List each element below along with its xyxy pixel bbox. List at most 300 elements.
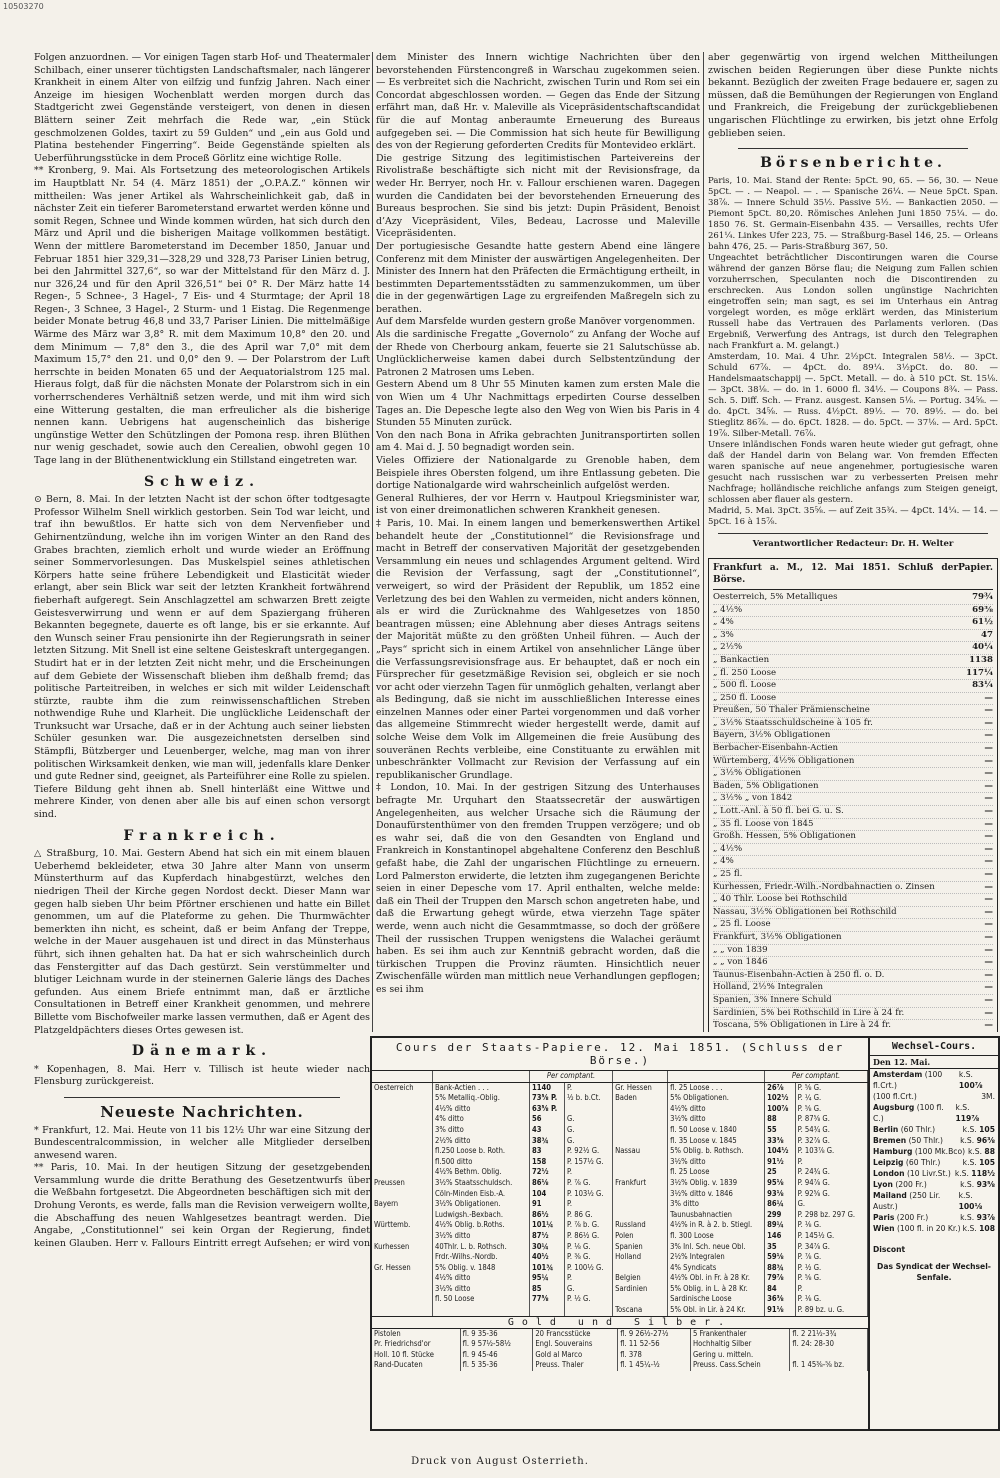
table-cell xyxy=(372,1189,433,1200)
table-cell: G. xyxy=(564,1284,612,1295)
table-row xyxy=(713,856,993,869)
table-row xyxy=(713,693,993,706)
table-cell xyxy=(613,1199,668,1210)
table-cell: G. xyxy=(564,1136,612,1147)
row-name: „ „ von 1839 xyxy=(713,944,768,955)
table-row xyxy=(713,844,993,857)
table-row xyxy=(372,1263,868,1274)
row-name: Toscana, 5% Obligationen in Lire à 24 fr. xyxy=(713,1020,891,1031)
table-cell: Gr. Hessen xyxy=(372,1263,433,1274)
table-cell xyxy=(372,1210,433,1221)
row-name: „ 3½% Staatsschuldscheine à 105 fr. xyxy=(713,717,873,728)
row-value: — xyxy=(984,957,993,968)
table-cell: P. 94⅞ G. xyxy=(795,1178,867,1189)
table-cell: 89¼ xyxy=(765,1220,796,1231)
table-cell: 4½% Oblig. b.Roths. xyxy=(433,1220,530,1231)
row-name: „ „ von 1846 xyxy=(713,957,768,968)
fx-unit: (50 Thlr.) xyxy=(908,1136,943,1145)
fx-place xyxy=(873,1179,927,1190)
section-heading-daenemark: Dänemark. xyxy=(131,1043,273,1060)
table-row xyxy=(713,907,993,920)
table-row xyxy=(372,1114,868,1125)
table-cell: Hochhaltig Silber xyxy=(690,1339,789,1350)
header-cell: Per comptant. xyxy=(765,1071,868,1082)
table-cell: 5% Obl. in Lir. à 24 Kr. xyxy=(668,1305,765,1316)
table-row xyxy=(372,1157,868,1168)
table-cell: fl. 378 xyxy=(618,1350,691,1361)
table-cell: 4½% ditto xyxy=(668,1104,765,1115)
table-cell: Pr. Friedrichsd'or xyxy=(372,1339,460,1350)
table-row xyxy=(713,655,993,668)
table-cell: 101¾ xyxy=(530,1263,565,1274)
table-cell: 2½% ditto xyxy=(433,1136,530,1147)
table-cell: 91⅛ xyxy=(765,1305,796,1316)
fx-city: Augsburg xyxy=(873,1103,915,1112)
table-cell: P. 298 bz. 297 G. xyxy=(795,1210,867,1221)
table-row xyxy=(372,1284,868,1295)
row-value: — xyxy=(984,793,993,804)
article-paragraph: Der portugiesische Gesandte hatte gestern Abend eine längere Conferenz mit dem Minister der auswärtigen Angelegenheiten. Der Minister des Innern hat den Präfecten die Ermächtigung ertheilt, in bestimmten Departementsstädten zu sammenzukommen, um über die in der gegenwärtigen Lage zu ergreifenden Maßregeln sich zu berathen. xyxy=(376,240,700,315)
header-cell xyxy=(613,1071,668,1082)
article-paragraph: ‡ London, 10. Mai. In der gestrigen Sitzung des Unterhauses befragte Mr. Urquhart den Staatssecretär der auswärtigen Angelegenheiten, aus welcher Ursache sich die Räumung der Donaufürstenthümer von den fremden Truppen verzögere; und ob es wahr sei, daß die von den Gesandten von England und Frankreich in Konstantinopel abgehaltene Conferenz den Beschluß gefaßt habe, die Zahl der ungarischen Flüchtlinge zu erneuern. Lord Palmerston erwiderte, die letzten ihm zugegangenen Berichte seien in einer Depesche vom 17. April enthalten, welche melde: daß ein Theil der Truppen den Marsch schon angetreten habe, und daß die Erwartung gehegt würde, etwa vierzehn Tage später werde, wenn auch nicht die Gesammtmasse, so doch der größere Theil der russischen Truppen wenigstens die Walachei geräumt haben. Es sei ihm auch zur Kenntniß gebracht worden, daß die türkischen Truppen die Provinz räumten. Hinsichtlich neuer Zwischenfälle würden man mittlich neue Verhandlungen gepflogen; es sei ihm xyxy=(376,782,700,995)
fx-unit: (60 Thlr.) xyxy=(900,1125,936,1134)
table-row xyxy=(870,1179,998,1190)
fx-value: 108 xyxy=(979,1224,995,1233)
fx-place xyxy=(873,1212,928,1223)
table-cell: 3½% Oblig. v. 1839 xyxy=(668,1178,765,1189)
row-name: „ Bankactien xyxy=(713,654,770,665)
table-cell: P. 157½ G. xyxy=(564,1157,612,1168)
market-report: Amsterdam, 10. Mai. 4 Uhr. 2½pCt. Integralen 58½. — 3pCt. Schuld 67⅞. — 4pCt. do. 89¼. 3½pCt. do. 80. — Handelsmaatschappij —. 5pCt. Metall. — do. à 510 pCt. St. 15⅛. — 3pCt. 38⅛. — do. in 1. 6000 fl. 34½. — Coupons 8¾. — Pass. Sch. 5. Diff. Sch. — Franz. ausgest. Kansen 5⅛. — Portug. 34⅝. — do. 4pCt. 34⅝. — Russ. 4½pCt. 89½. — 70. 89½. — do. bei Stieglitz 86⅞. — do. 6pCt. 1828. — do. 5pCt. — 37⅛. — Ard. 5pCt. 19⅞. Silber-Metall. 76⅞. xyxy=(708,351,998,439)
table-cell: 4½% in R. à 2. b. Stiegl. xyxy=(668,1220,765,1231)
fx-rate xyxy=(963,1157,995,1168)
state-papers-body xyxy=(372,1082,868,1316)
table-row xyxy=(372,1220,868,1231)
fx-term: k.S. xyxy=(967,1147,982,1156)
table-cell xyxy=(530,1305,565,1316)
table-row xyxy=(870,1190,998,1212)
fx-place xyxy=(873,1157,940,1168)
row-value: — xyxy=(984,919,993,930)
table-cell xyxy=(372,1284,433,1295)
section-heading-schweiz: Schweiz. xyxy=(144,473,260,490)
table-cell: Holland xyxy=(613,1252,668,1263)
table-cell: 38¾ xyxy=(530,1136,565,1147)
gold-silver-section xyxy=(372,1316,868,1371)
table-row xyxy=(713,882,993,895)
table-row xyxy=(870,1146,998,1157)
gold-silver-title: Gold und Silber. xyxy=(372,1316,868,1329)
table-cell: Gr. Hessen xyxy=(613,1082,668,1093)
table-cell: P. 87⅝ G. xyxy=(795,1114,867,1125)
row-name: Oesterreich, 5% Metalliques xyxy=(713,591,838,602)
table-cell: 83 xyxy=(530,1146,565,1157)
article-paragraph: dem Minister des Innern wichtige Nachrichten über den bevorstehenden Fürstencongreß in Warschau zugekommen seien. — Es verbreitet sich die Nachricht, zwischen Turin und Rom sei ein Concordat abgeschlossen worden. — Gegen das Ende der Sitzung erfährt man, daß Hr. v. Maleville als Vicepräsidentschaftscandidat für die auf Montag anberaumte Erneuerung des Bureaus aufgegeben sei. — Die Commission hat sich heute für Bewilligung des von der Regierung geforderten Credits für Montevideo erklärt. xyxy=(376,52,700,152)
table-cell: Frankfurt xyxy=(613,1178,668,1189)
table-cell: G. xyxy=(795,1199,867,1210)
fx-value: 119⅞ xyxy=(955,1114,980,1123)
fx-city: London xyxy=(873,1169,905,1178)
table-cell: 5% Obligationen. xyxy=(668,1093,765,1104)
row-name: „ 35 fl. Loose von 1845 xyxy=(713,818,814,829)
row-name: Würtemberg, 4½% Obligationen xyxy=(713,755,855,766)
row-name: Kurhessen, Friedr.-Wilh.-Nordbahnactien o. Zinsen xyxy=(713,881,935,892)
table-cell: 86¼ xyxy=(765,1199,796,1210)
fx-term: k.S. xyxy=(958,1070,973,1079)
table-cell xyxy=(372,1305,433,1316)
table-row xyxy=(870,1168,998,1179)
table-row xyxy=(713,1020,993,1032)
table-cell: fl. 11 52-56 xyxy=(618,1339,691,1350)
table-cell: fl. 9 35-36 xyxy=(460,1329,533,1340)
row-value: — xyxy=(984,717,993,728)
table-row xyxy=(713,617,993,630)
row-name: Nassau, 3½% Obligationen bei Rothschild xyxy=(713,906,897,917)
table-cell xyxy=(372,1114,433,1125)
article-paragraph: General Rulhieres, der vor Herrn v. Hautpoul Kriegsminister war, ist von einer dreimonatlichen schweren Krankheit genesen. xyxy=(376,492,700,517)
table-cell: Taunusbahnactien xyxy=(668,1210,765,1221)
table-row xyxy=(372,1136,868,1147)
table-cell: 20 Francsstücke xyxy=(533,1329,618,1340)
table-row xyxy=(713,793,993,806)
header-cell xyxy=(372,1071,433,1082)
table-cell: Preuss. Thaler xyxy=(533,1360,618,1371)
table-cell: fl. 24: 28-30 xyxy=(790,1339,868,1350)
table-cell: fl. 300 Loose xyxy=(668,1231,765,1242)
table-cell: Gering u. mitteln. xyxy=(690,1350,789,1361)
table-cell: Engl. Souverains xyxy=(533,1339,618,1350)
row-value: — xyxy=(984,969,993,980)
table-cell: fl. 50 Loose xyxy=(433,1294,530,1305)
table-cell xyxy=(613,1136,668,1147)
row-value: 61½ xyxy=(972,617,993,628)
row-value: — xyxy=(984,931,993,942)
table-row xyxy=(372,1167,868,1178)
row-value: 1138 xyxy=(969,654,993,665)
row-value: 83¼ xyxy=(972,680,993,691)
row-name: Berbacher-Eisenbahn-Actien xyxy=(713,743,839,754)
table-cell: Preussen xyxy=(372,1178,433,1189)
header-cell xyxy=(433,1071,530,1082)
article-paragraph: ⊙ Bern, 8. Mai. In der letzten Nacht ist der schon öfter todtgesagte Professor Wilhelm Snell wirklich gestorben. Sein Tod war leicht, und traf ihn bewußtlos. Er hatte sich von dem Nervenfieber und Gehirnentzündung, welche ihn im vorigen Winter an den Rand des Grabes brachten, ziemlich erholt und wurde wieder an Eröffnung seiner Sommervorlesungen. Das Muskelspiel seines athletischen Körpers hatte seine frühere Lebendigkeit und Elasticität wieder erlangt, aber sein Blick war seit der letzten Krankheit fortwährend fieberhaft aufgeregt. Sein Anschlagzettel am schwarzen Brett zeigte Geistesverwirrung und wenn er auf dem Spaziergang früheren Bekannten begegnete, dauerte es oft lange, bis er sie erkannte. Auf den Wunsch seiner Frau pensionirte ihn der Regierungsrath in seiner letzten Sitzung. Mit Snell ist eine seltene Geisteskraft untergegangen. Studirt hat er in der letzten Zeit nicht mehr, und die Erscheinungen auf dem Gebiete der Wissenschaft blieben ihm deßhalb fremd; das politische Parteitreiben, in welches er sich mit wilder Leidenschaft stürzte, raubte ihm die zum reinwissenschaftlichen Streben nothwendige Ruhe und Klarheit. Die unglückliche Leidenschaft der Trunksucht war Ursache, daß er in der Achtung auch seiner liebsten Schüler gesunken war. Die ausgezeichnetsten derselben sind Stämpfli, Bützberger und Leuenberger, welche, mag man von ihrer politischen Wirksamkeit denken, wie man will, jedenfalls klare Denker und gute Redner sind, geeignet, als Parteiführer eine Rolle zu spielen. Tiefere Bildung geht ihnen ab. Snell hinterläßt eine Wittwe und mehrere Kinder, von denen aber alle bis auf einen schon versorgt sind. xyxy=(34,494,370,821)
article-paragraph: ‡ Paris, 10. Mai. In einem langen und bemerkenswerthen Artikel behandelt heute der „Constitutionnel“ die Revisionsfrage und macht in Betreff der conservativen Majorität der gesetzgebenden Versammlung ein neues und schlagendes Argument geltend. Wird die Revision der Verfassung, sagt der „Constitutionnel“, verweigert, so wird der Präsident der Republik, um 1852 eine Verletzung des bei den Wahlen zu vermeiden, nicht anders können, als er wird die Zurücknahme des Wahlgesetzes von 1850 beantragen müssen; eine Ablehnung aber dieses Antrags seitens der Majorität müßte zu den größten Unheil führen. — Auch der „Pays“ spricht sich in einem Artikel von ansehnlicher Länge über die Verfassungsrevisionsfrage aus. Er behauptet, daß er noch ein Fürsprecher für gesetzmäßige Revision sei, obgleich er sie noch vor acht oder vierzehn Tagen für unmöglich gehalten, verlangt aber als Bedingung, daß sie nicht im ausschließlichen Interesse eines einzelnen Mannes oder einer Partei vorgenommen und daß vorher das allgemeine Stimmrecht wieder hergestellt werde, damit auf solche Weise dem Volk im Allgemeinen die freie Ausübung des souveränen Rechts verbleibe, eine Constituante zu erwählen mit unbeschränkter Vollmacht zur Revision der Verfassung auf ein republikanischer Grundlage. xyxy=(376,517,700,781)
fx-rate xyxy=(960,1179,995,1190)
table-cell: 87½ xyxy=(530,1231,565,1242)
fx-place xyxy=(873,1135,943,1146)
table-cell: 3½% ditto xyxy=(668,1157,765,1168)
row-value: — xyxy=(984,831,993,842)
fx-term: 3M. xyxy=(981,1092,995,1101)
table-cell: 33⅜ xyxy=(765,1136,796,1147)
table-row xyxy=(713,982,993,995)
frankfurt-exchange-table xyxy=(708,558,998,1032)
table-cell: 63⅝ P. xyxy=(530,1104,565,1115)
table-cell: P. 32⅞ G. xyxy=(795,1136,867,1147)
table-cell: Polen xyxy=(613,1231,668,1242)
fx-rate xyxy=(959,1069,995,1091)
table-row xyxy=(713,894,993,907)
row-name: „ 4½% xyxy=(713,604,743,615)
table-cell: fl. 9 57½-58½ xyxy=(460,1339,533,1350)
row-value: — xyxy=(984,881,993,892)
table-row xyxy=(372,1360,868,1371)
row-name: Taunus-Eisenbahn-Actien à 250 fl. o. D. xyxy=(713,969,885,980)
table-cell xyxy=(790,1350,868,1361)
table-cell: 5% Oblig. b. Rothsch. xyxy=(668,1146,765,1157)
table-cell xyxy=(372,1146,433,1157)
row-value: — xyxy=(984,705,993,716)
row-name: „ 25 fl. Loose xyxy=(713,919,771,930)
printer-line: Druck von August Osterrieth. xyxy=(411,1456,589,1467)
row-name: Sardinien, 5% bei Rothschild in Lire à 24 fr. xyxy=(713,1007,905,1018)
table-cell: P. xyxy=(795,1284,867,1295)
column-middle xyxy=(376,52,700,1032)
row-name: „ 3½% Obligationen xyxy=(713,768,802,779)
article-paragraph: ** Paris, 10. Mai. In der heutigen Sitzung der gesetzgebenden Versammlung wurde die dritte Berathung des Gesetzentwurfs über die Weßbahn fortgesetzt. Die Abgeordneten beschäftigen sich mit der Drohung Veronts, es werde, falls man die Revision verweigern wollte, die Abschaffung des neuen Wahlgesetzes beantragt werden. Die Angabe, „Constitutionnel“ sei kein Organ der Regierung, findet keinen Glauben. Herr v. Fallours Eintritt erregt Aufsehen; er wird von xyxy=(34,1162,370,1248)
fx-place xyxy=(873,1124,935,1135)
fx-value: 96⅜ xyxy=(976,1136,995,1145)
table-cell: P. xyxy=(564,1273,612,1284)
table-cell: 73⅝ P. xyxy=(530,1093,565,1104)
fx-value: 100⅞ xyxy=(958,1081,983,1090)
table-cell: P. 89 bz. u. G. xyxy=(795,1305,867,1316)
table-row xyxy=(713,995,993,1008)
fx-unit: (100 fl.Crt.) xyxy=(873,1070,943,1090)
article-paragraph: △ Straßburg, 10. Mai. Gestern Abend hat sich ein mit einem blauen Ueberhemd bekleideter, etwa 30 Jahre alter Mann von unserm Münsterthurm auf das Kupferdach hinabgestürzt, welches den niedrigen Theil der Kirche gegen Nordost deckt. Dieser Mann war gegen halb sieben Uhr beim Pförtner erschienen und hatte ein Billet genommen, um auf die Plateforme zu gehen. Die Thurmwächter bemerkten ihn nicht, es scheint, daß er beim Anfang der Treppe, welche in der Mauer ausgehauen ist und direct in das Münsterhaus führt, sich ihnen gehalten hat. Da hat er sich wahrscheinlich durch das Fenstergitter auf das Dach gestürzt. Sein verstümmelter und blutiger Leichnam wurde in der steinernen Galerie längs des Daches gefunden. Aus einem Briefe entnimmt man, daß er ärztliche Consultationen in Betreff einer Krankheit genommen, und mehrere Billette vom Bischofweiler marke lassen vermuthen, daß er Agent des Platzgeldpächters dieses Ortes gewesen ist. xyxy=(34,848,370,1036)
section-heading-neueste: Neueste Nachrichten. xyxy=(100,1102,304,1121)
exchange-rates-table xyxy=(868,1036,1000,1431)
article-paragraph: Gestern Abend um 8 Uhr 55 Minuten kamen zum ersten Male die von Wien um 4 Uhr Nachmittags erpedirten Course desselben Tages an. Die Depesche legte also den Weg von Wien bis Paris in 4 Stunden 55 Minuten zurück. xyxy=(376,379,700,429)
row-value: — xyxy=(984,692,993,703)
table-cell: Holl. 10 fl. Stücke xyxy=(372,1350,460,1361)
row-name: „ 25 fl. xyxy=(713,869,743,879)
discount-line xyxy=(870,1244,998,1255)
table-cell: 146 xyxy=(765,1231,796,1242)
discount-label: Discont xyxy=(873,1245,906,1254)
row-value: — xyxy=(984,894,993,905)
fx-rate xyxy=(955,1102,995,1124)
table-cell: fl. 35 Loose v. 1845 xyxy=(668,1136,765,1147)
table-cell: P. 34⅞ G. xyxy=(795,1242,867,1253)
table-row xyxy=(713,1008,993,1021)
row-value: — xyxy=(984,906,993,917)
fx-term: k.S. xyxy=(960,1180,975,1189)
table-cell: ½ b. b.Ct. xyxy=(564,1093,612,1104)
table-row xyxy=(713,680,993,693)
market-report: Ungeachtet beträchtlicher Discontirungen waren die Course während der ganzen Börse flau; die Neigung zum Fallen schien vorzuherrschen, Speculanten noch die Discontirenden zu erschrecken. Aus London sollen ungünstige Nachrichten eingetroffen sein; man sagt, es sei im Unterhaus ein Antrag vorgelegt worden, es möge erklärt werden, das Ministerium Russell habe das Vertrauen des Parlaments verloren. (Das Ergebniß, Verwerfung des Antrags, ist durch den Telegraphen nach Frankfurt a. M. gelangt.) xyxy=(708,252,998,351)
fx-place xyxy=(873,1168,951,1179)
fx-city: Hamburg xyxy=(873,1147,913,1156)
table-cell: fl. 5 35-36 xyxy=(460,1360,533,1371)
article-paragraph: Als die sardinische Fregatte „Governolo“ zu Anfang der Woche auf der Rhede von Cherbourg ankam, feuerte sie 21 Salutschüsse ab. Unglücklicherweise kamen dabei durch Selbstentzündung der Patronen 2 Matrosen ums Leben. xyxy=(376,329,700,378)
row-name: „ Lott.-Anl. à 50 fl. bei G. u. S. xyxy=(713,806,844,817)
table-cell xyxy=(433,1305,530,1316)
table-cell: Preuss. Cass.Schein xyxy=(690,1360,789,1371)
article-paragraph: * Frankfurt, 12. Mai. Heute von 11 bis 12½ Uhr war eine Sitzung der Bundescentralcommission, in welcher alle Mitglieder derselben anwesend waren. xyxy=(34,1124,370,1161)
frankfurt-exchange-col: Papier. xyxy=(958,562,993,573)
table-cell: P. ⅜ G. xyxy=(564,1252,612,1263)
table-cell: P. ¼ G. xyxy=(795,1093,867,1104)
fx-rate xyxy=(981,1091,995,1102)
table-row xyxy=(713,730,993,743)
fx-value: 93⅝ xyxy=(976,1180,995,1189)
fx-unit: (250 Lir. Austr.) xyxy=(873,1191,941,1211)
table-cell: G. xyxy=(564,1125,612,1136)
table-row xyxy=(372,1231,868,1242)
row-name: „ 250 fl. Loose xyxy=(713,692,777,703)
table-row xyxy=(870,1091,998,1102)
table-cell xyxy=(372,1136,433,1147)
table-cell: Württemb. xyxy=(372,1220,433,1231)
table-cell: 3½% Staatsschuldsch. xyxy=(433,1178,530,1189)
table-row xyxy=(713,806,993,819)
row-value: — xyxy=(984,944,993,955)
table-cell xyxy=(372,1125,433,1136)
table-row xyxy=(372,1252,868,1263)
row-value: — xyxy=(984,982,993,993)
table-cell xyxy=(613,1263,668,1274)
table-cell: Bank-Actien . . . xyxy=(433,1082,530,1093)
table-cell: 4½% Bethm. Oblig. xyxy=(433,1167,530,1178)
table-cell: 79⅞ xyxy=(765,1273,796,1284)
exchange-rates-rows xyxy=(870,1069,998,1234)
table-row xyxy=(870,1135,998,1146)
table-cell: P. 103½ G. xyxy=(564,1189,612,1200)
table-cell: 4% ditto xyxy=(433,1114,530,1125)
table-row xyxy=(713,932,993,945)
table-cell: Sardinische Loose xyxy=(668,1294,765,1305)
row-name: „ 4½% xyxy=(713,843,743,854)
syndicate-line: Das Syndicat der Wechsel-Senfale. xyxy=(877,1262,991,1282)
market-report: Madrid, 5. Mai. 3pCt. 35⅝. — auf Zeit 35¾. — 4pCt. 14¼. — 14. — 5pCt. 16 à 15⅞. xyxy=(708,505,998,527)
fx-unit: (200 Fr.) xyxy=(896,1213,929,1222)
row-name: „ 4% xyxy=(713,856,734,867)
fx-city: Mailand xyxy=(873,1191,907,1200)
fx-place xyxy=(873,1190,959,1212)
row-value: 117¼ xyxy=(966,667,993,678)
table-cell: 3½% ditto v. 1846 xyxy=(668,1189,765,1200)
table-cell: 95¼ xyxy=(530,1273,565,1284)
table-row xyxy=(372,1350,868,1361)
fx-term: k.S. xyxy=(960,1213,975,1222)
fx-unit: (100 fl.Crt.) xyxy=(873,1092,917,1101)
table-row xyxy=(372,1273,868,1284)
row-name: Spanien, 3% Innere Schuld xyxy=(713,994,832,1005)
header-cell: Per comptant. xyxy=(530,1071,613,1082)
divider xyxy=(718,533,988,534)
state-papers-table xyxy=(370,1036,870,1431)
fx-city: Berlin xyxy=(873,1125,899,1134)
fx-value: 105 xyxy=(979,1125,995,1134)
row-name: Holland, 2½% Integralen xyxy=(713,982,824,993)
table-cell: 4½% Obl. in Fr. à 28 Kr. xyxy=(668,1273,765,1284)
table-cell: 5 Frankenthaler xyxy=(690,1329,789,1340)
table-cell: Ludwigsh.-Bexbach. xyxy=(433,1210,530,1221)
market-report: Paris, 10. Mai. Stand der Rente: 5pCt. 90, 65. — 56, 30. — Neue 5pCt. — . — Neapol. — . — Spanische 26¼. — Neue 5pCt. Span. 38⅞. — Innere Schuld 35½. Passive 5½. — Bankactien 2050. — Piemont 5pCt. 80,20. Römisches Anlehen Juni 1850 75¼. — do. 1850 76. St. Germain-Eisenbahn 435. — Versailles, rechts Ufer 261¼. Linkes Ufer 223, 75. — Straßburg-Basel 146, 25. — Orleans bahn 476, 25. — Paris-Straßburg 367, 50. xyxy=(708,175,998,252)
article-paragraph: Die gestrige Sitzung des legitimistischen Parteivereins der Rivolistraße beschäftigte sich nicht mit der Revisionsfrage, da weder Hr. Berryer, noch Hr. v. Fallour erschienen waren. Dagegen wurden die Candidaten bei der bevorstehenden Erneuerung des Bureaus besprochen. Sie sind bis jetzt: Dupin Präsident, Benoist d’Azy Vicepräsident, Viles, Bedeau, Lacrosse und Maleville Vicepräsidenten. xyxy=(376,152,700,240)
table-cell: 3% ditto xyxy=(433,1125,530,1136)
table-cell: 3½% Obligationen. xyxy=(433,1199,530,1210)
fx-rate xyxy=(963,1223,995,1234)
table-cell: G. xyxy=(564,1114,612,1125)
row-value: — xyxy=(984,755,993,766)
table-cell xyxy=(613,1157,668,1168)
table-cell: 91½ xyxy=(765,1157,796,1168)
fx-place xyxy=(873,1102,955,1124)
row-name: Bayern, 3½% Obligationen xyxy=(713,730,831,741)
table-row xyxy=(713,705,993,718)
table-cell: 86⅛ xyxy=(530,1178,565,1189)
table-cell xyxy=(613,1167,668,1178)
table-cell: 40Thlr. L. b. Rothsch. xyxy=(433,1242,530,1253)
fx-unit: (60 Thlr.) xyxy=(905,1158,941,1167)
scan-id: 10503270 xyxy=(3,2,44,11)
fx-value: 105 xyxy=(979,1158,995,1167)
table-row xyxy=(372,1104,868,1115)
table-row xyxy=(372,1093,868,1104)
row-value: — xyxy=(984,843,993,854)
fx-city: Paris xyxy=(873,1213,895,1222)
fx-term: k.S. xyxy=(954,1169,969,1178)
table-cell: fl. 25 Loose xyxy=(668,1167,765,1178)
table-cell: P. 86½ G. xyxy=(564,1231,612,1242)
table-cell: fl.250 Loose b. Roth. xyxy=(433,1146,530,1157)
exchange-rates-title: Wechsel-Cours. xyxy=(870,1038,998,1056)
table-row xyxy=(713,869,993,882)
table-cell: 77⅝ xyxy=(530,1294,565,1305)
table-row xyxy=(870,1157,998,1168)
table-cell xyxy=(613,1189,668,1200)
state-papers-grid xyxy=(372,1071,868,1316)
table-cell: 299 xyxy=(765,1210,796,1221)
table-cell: P. xyxy=(564,1199,612,1210)
row-name: Frankfurt, 3½% Obligationen xyxy=(713,931,842,942)
table-cell: 91 xyxy=(530,1199,565,1210)
table-cell: fl. 1 45¼-½ xyxy=(618,1360,691,1371)
state-papers-title: Cours der Staats-Papiere. 12. Mai 1851. (Schluss der Börse.) xyxy=(372,1038,868,1071)
table-cell: 5% Oblig. in L. à 28 Kr. xyxy=(668,1284,765,1295)
table-row xyxy=(713,945,993,958)
table-row xyxy=(372,1329,868,1340)
column-right xyxy=(708,52,998,1032)
table-cell xyxy=(372,1231,433,1242)
article-paragraph: ** Kronberg, 9. Mai. Als Fortsetzung des meteorologischen Artikels im Hauptblatt Nr. 54 (4. März 1851) der „O.P.A.Z.“ können wir mittheilen: Was jener Artikel als Wahrscheinlichkeit gab, daß in nächster Zeit ein tieferer Barometerstand erwartet werden könne und somit Regen, Schnee und Winde kommen würden, hat sich durch den März und April und die bisherigen Maitage vollkommen bestätigt. Wenn der mittlere Barometerstand im December 1850, Januar und Februar 1851 hier 329,31—328,29 und 328,73 Pariser Linien betrug, bei den Jahrmittel 327,6“, so war der Mittelstand für den März d. J. nur 326,24 und für den April 326,51“ bei 0° R. Der März hatte 14 Regen-, 5 Schnee-, 3 Hagel-, 7 Eis- und 4 Sturmtage; der April 18 Regen-, 3 Schnee, 3 Hagel-, 2 Sturm- und 1 Eistag. Die Regenmenge beider Monate betrug 46,8 und 33,7 Pariser Linien. Die mittelmäßige Wärme des März war 3,8° R. mit dem Maximum 10,8° den 20. und dem Minimum — 7,8° den 3., die des April war 7,0° mit dem Maximum 15,7° den 21. und 0,0° den 9. — Der Polarstrom der Luft herrschte in beiden Monaten 65 und der Aequatorialstrom 125 mal. Hieraus folgt, daß für die nächsten Monate der Polarstrom sich in ein vorherrschenderes Verhältniß setzen werde, und mit ihm wird sich eine Witterung gestalten, die man erfreulicher als die bisherige nennen kann. Uebrigens hat augenscheinlich das bisherige ungünstige Wetter den Schützlingen der Pomona resp. ihren Blüthen nur wenig geschadet, sowie auch den Cerealien, obwohl gegen 10 Tage lang in der Blüthenentwicklung ein Stillstand eingetreten war. xyxy=(34,165,370,466)
table-cell xyxy=(564,1104,612,1115)
table-cell: 4½% ditto xyxy=(433,1104,530,1115)
table-row xyxy=(713,756,993,769)
row-name: Baden, 5% Obligationen xyxy=(713,780,819,791)
frankfurt-exchange-title: Frankfurt a. M., 12. Mai 1851. Schluß der Börse. xyxy=(713,562,959,586)
table-cell: 3½% ditto xyxy=(433,1231,530,1242)
table-cell: 88¾ xyxy=(765,1263,796,1274)
fx-city: Bremen xyxy=(873,1136,907,1145)
table-cell xyxy=(564,1305,612,1316)
table-row xyxy=(870,1124,998,1135)
row-value: 47 xyxy=(981,629,993,640)
article-paragraph: * Kopenhagen, 8. Mai. Herr v. Tillisch ist heute wieder nach Flensburg zurückgereist. xyxy=(34,1063,370,1088)
table-row xyxy=(372,1210,868,1221)
table-row xyxy=(713,743,993,756)
table-cell: Toscana xyxy=(613,1305,668,1316)
row-name: Preußen, 50 Thaler Prämienscheine xyxy=(713,705,870,716)
table-row xyxy=(713,642,993,655)
table-cell: 5% Oblig. v. 1848 xyxy=(433,1263,530,1274)
gold-silver-grid xyxy=(372,1329,868,1371)
table-cell: Gold al Marco xyxy=(533,1350,618,1361)
table-row xyxy=(372,1294,868,1305)
table-cell: P. xyxy=(564,1082,612,1093)
column-rule xyxy=(372,52,373,1032)
